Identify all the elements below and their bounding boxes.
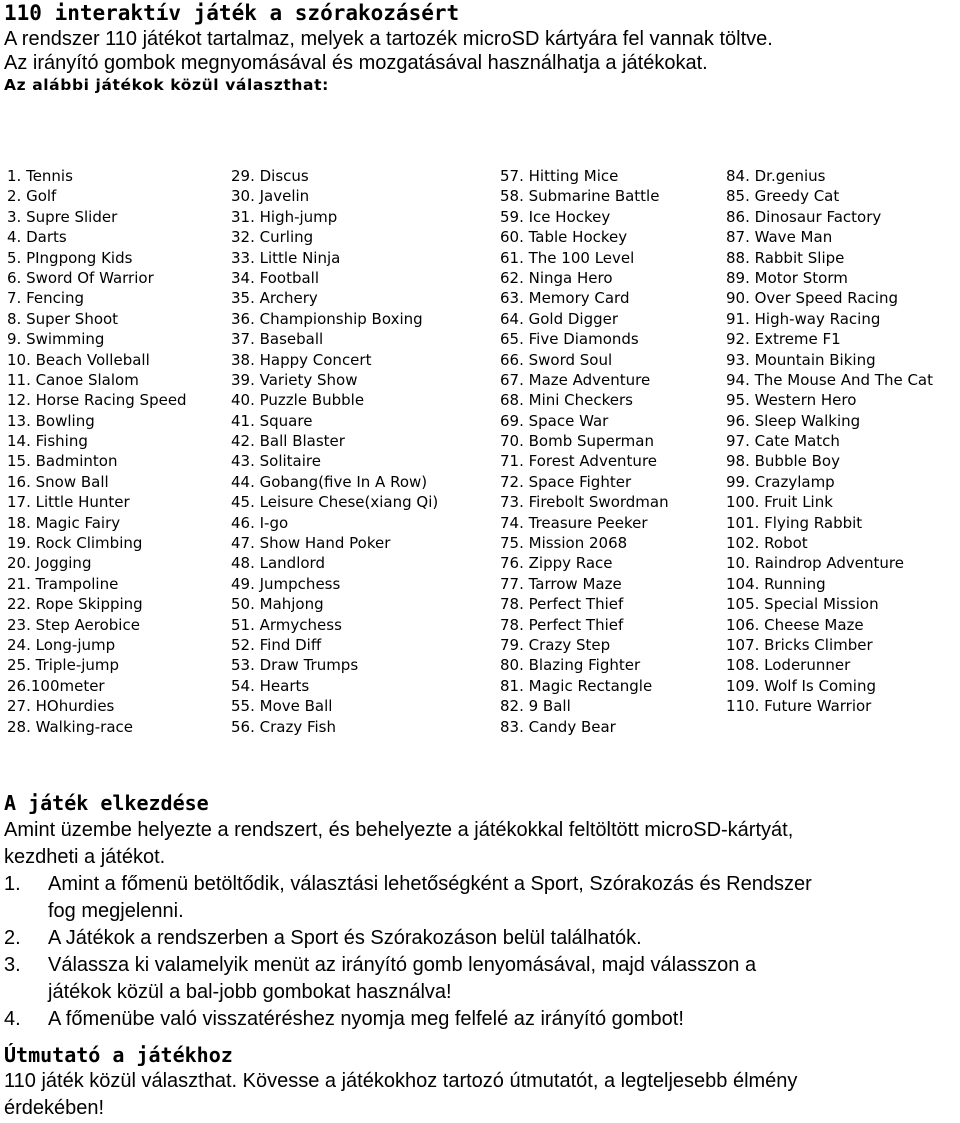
game-list-item: 98. Bubble Boy	[726, 452, 840, 471]
game-list-item: 46. I-go	[231, 513, 289, 532]
game-list-item: 41. Square	[231, 411, 313, 430]
guide-paragraph: 110 játék közül választhat. Kövesse a játékokhoz tartozó útmutatót, a legteljesebb élmény érdekében!	[4, 1070, 798, 1119]
game-list-item: 96. Sleep Walking	[726, 411, 861, 430]
game-list-item: 85. Greedy Cat	[726, 187, 840, 206]
game-list-item: 3. Supre Slider	[7, 207, 118, 226]
game-list-item: 105. Special Mission	[726, 595, 879, 614]
game-list-item: 20. Jogging	[7, 554, 92, 573]
game-list-item: 107. Bricks Climber	[726, 635, 873, 654]
game-list-item: 37. Baseball	[231, 330, 324, 349]
game-list-item: 4. Darts	[7, 228, 67, 247]
game-list-item: 64. Gold Digger	[500, 309, 619, 328]
game-list-item: 76. Zippy Race	[500, 554, 613, 573]
step-number: 1.	[4, 873, 21, 895]
game-list-item: 57. Hitting Mice	[500, 167, 619, 185]
game-list-item: 32. Curling	[231, 228, 314, 247]
game-list-item: 51. Armychess	[231, 615, 342, 634]
game-list-item: 49. Jumpchess	[231, 574, 341, 593]
game-list-item: 26.100meter	[7, 676, 105, 695]
start-paragraph: Amint üzembe helyezte a rendszert, és behelyezte a játékokkal feltöltött microSD-kártyát, kezdheti a játékot.	[4, 819, 794, 868]
game-list-column-2	[231, 166, 438, 737]
game-list-item: 40. Puzzle Bubble	[231, 391, 365, 410]
game-list-item: 19. Rock Climbing	[7, 534, 143, 553]
game-list-item: 66. Sword Soul	[500, 350, 613, 369]
game-list-item: 54. Hearts	[231, 676, 310, 695]
game-list-item: 77. Tarrow Maze	[500, 574, 622, 593]
game-list-item: 67. Maze Adventure	[500, 370, 651, 389]
game-list-item: 22. Rope Skipping	[7, 595, 143, 614]
game-list-item: 72. Space Fighter	[500, 472, 632, 491]
game-list-item: 95. Western Hero	[726, 391, 857, 410]
guide-heading: Útmutató a játékhoz	[4, 1043, 233, 1067]
game-list-item: 11. Canoe Slalom	[7, 370, 139, 389]
start-heading: A játék elkezdése	[4, 791, 209, 815]
game-list-item: 24. Long-jump	[7, 635, 116, 654]
game-list-item: 50. Mahjong	[231, 595, 324, 614]
game-list-item: 52. Find Diff	[231, 635, 322, 654]
game-list-item: 78. Perfect Thief	[500, 615, 624, 634]
step-text: A főmenübe való visszatéréshez nyomja meg felfelé az irányító gombot!	[48, 1008, 684, 1030]
game-list-item: 69. Space War	[500, 411, 609, 430]
game-list-item: 61. The 100 Level	[500, 248, 635, 267]
game-list-item: 42. Ball Blaster	[231, 432, 345, 451]
game-list-column-1	[7, 166, 187, 737]
game-list-item: 104. Running	[726, 574, 826, 593]
game-list-item: 92. Extreme F1	[726, 330, 841, 349]
game-list-item: 82. 9 Ball	[500, 697, 571, 716]
game-list-item: 87. Wave Man	[726, 228, 833, 247]
game-list-item: 94. The Mouse And The Cat	[726, 370, 933, 389]
game-list-item: 108. Loderunner	[726, 656, 851, 675]
step-text: Amint a főmenü betöltődik, választási lehetőségként a Sport, Szórakozás és Rendszer fog megjelenni.	[48, 873, 812, 922]
game-list-item: 23. Step Aerobice	[7, 615, 140, 634]
game-list-item: 93. Mountain Biking	[726, 350, 876, 369]
game-list-item: 21. Trampoline	[7, 574, 119, 593]
game-list-item: 35. Archery	[231, 289, 318, 308]
game-list-item: 13. Bowling	[7, 411, 95, 430]
game-list-item: 91. High-way Racing	[726, 309, 881, 328]
game-list-item: 70. Bomb Superman	[500, 432, 654, 451]
start-step	[4, 952, 824, 1006]
step-number: 4.	[4, 1008, 21, 1030]
step-number: 2.	[4, 927, 21, 949]
game-list-item: 10. Beach Volleball	[7, 350, 150, 369]
game-list-item: 8. Super Shoot	[7, 309, 119, 328]
game-list-item: 36. Championship Boxing	[231, 309, 423, 328]
game-list-item: 99. Crazylamp	[726, 472, 835, 491]
game-list-item: 53. Draw Trumps	[231, 656, 359, 675]
game-list-item: 89. Motor Storm	[726, 268, 848, 287]
game-list-item: 79. Crazy Step	[500, 635, 611, 654]
game-list-item: 88. Rabbit Slipe	[726, 248, 845, 267]
game-list-item: 29. Discus	[231, 167, 309, 185]
game-list-item: 59. Ice Hockey	[500, 207, 611, 226]
game-list-item: 17. Little Hunter	[7, 493, 130, 512]
game-list-item: 78. Perfect Thief	[500, 595, 624, 614]
start-step	[4, 925, 824, 952]
game-list-item: 38. Happy Concert	[231, 350, 372, 369]
game-list-item: 83. Candy Bear	[500, 717, 616, 736]
game-list-item: 63. Memory Card	[500, 289, 630, 308]
game-list-item: 71. Forest Adventure	[500, 452, 658, 471]
game-list-item: 25. Triple-jump	[7, 656, 120, 675]
game-list-item: 31. High-jump	[231, 207, 338, 226]
game-list-item: 80. Blazing Fighter	[500, 656, 641, 675]
game-list-item: 109. Wolf Is Coming	[726, 676, 876, 695]
start-step	[4, 1006, 824, 1033]
game-list-item: 97. Cate Match	[726, 432, 840, 451]
game-list-item: 45. Leisure Chese(xiang Qi)	[231, 493, 439, 512]
game-list-item: 10. Raindrop Adventure	[726, 554, 904, 573]
start-step	[4, 871, 824, 925]
game-list-item: 6. Sword Of Warrior	[7, 268, 154, 287]
game-list-item: 47. Show Hand Poker	[231, 534, 391, 553]
game-list-item: 100. Fruit Link	[726, 493, 833, 512]
game-list-item: 68. Mini Checkers	[500, 391, 633, 410]
game-list-item: 48. Landlord	[231, 554, 325, 573]
game-list-item: 62. Ninga Hero	[500, 268, 613, 287]
intro-line-1: A rendszer 110 játékot tartalmaz, melyek a tartozék microSD kártyára fel vannak töltve.	[4, 28, 773, 50]
game-list-item: 2. Golf	[7, 187, 57, 206]
game-list-item: 44. Gobang(five In A Row)	[231, 472, 428, 491]
game-list-item: 102. Robot	[726, 534, 808, 553]
game-list-item: 110. Future Warrior	[726, 697, 872, 716]
game-list-item: 75. Mission 2068	[500, 534, 628, 553]
game-list-column-3	[500, 166, 669, 737]
game-list-item: 90. Over Speed Racing	[726, 289, 898, 308]
game-list-item: 33. Little Ninja	[231, 248, 341, 267]
game-list-item: 14. Fishing	[7, 432, 88, 451]
game-list-item: 9. Swimming	[7, 330, 105, 349]
game-list-item: 12. Horse Racing Speed	[7, 391, 187, 410]
game-list-item: 86. Dinosaur Factory	[726, 207, 882, 226]
game-list-item: 39. Variety Show	[231, 370, 358, 389]
start-steps	[4, 871, 824, 1033]
game-list-item: 1. Tennis	[7, 167, 73, 185]
step-number: 3.	[4, 954, 21, 976]
game-list-item: 28. Walking-race	[7, 717, 133, 736]
intro-line-2: Az irányító gombok megnyomásával és mozgatásával használhatja a játékokat.	[4, 52, 708, 74]
game-list-item: 16. Snow Ball	[7, 472, 109, 491]
game-list-item: 34. Football	[231, 268, 320, 287]
game-list-item: 15. Badminton	[7, 452, 118, 471]
intro-line-3: Az alábbi játékok közül választhat:	[4, 76, 329, 94]
game-list-item: 84. Dr.genius	[726, 167, 826, 185]
game-list-column-4	[726, 166, 933, 717]
game-list-item: 18. Magic Fairy	[7, 513, 121, 532]
game-list-item: 65. Five Diamonds	[500, 330, 639, 349]
game-list-item: 106. Cheese Maze	[726, 615, 864, 634]
game-list-item: 27. HOhurdies	[7, 697, 115, 716]
game-list-item: 7. Fencing	[7, 289, 85, 308]
game-list-item: 73. Firebolt Swordman	[500, 493, 669, 512]
page-title: 110 interaktív játék a szórakozásért	[4, 1, 460, 25]
game-list-item: 56. Crazy Fish	[231, 717, 336, 736]
step-text: Válassza ki valamelyik menüt az irányító gomb lenyomásával, majd válasszon a játékok közül a bal-jobb gombokat használva!	[48, 954, 757, 1003]
step-text: A Játékok a rendszerben a Sport és Szórakozáson belül találhatók.	[48, 927, 642, 949]
game-list-item: 81. Magic Rectangle	[500, 676, 653, 695]
game-list-item: 30. Javelin	[231, 187, 310, 206]
game-list-item: 43. Solitaire	[231, 452, 321, 471]
game-list-item: 74. Treasure Peeker	[500, 513, 648, 532]
game-list-item: 55. Move Ball	[231, 697, 333, 716]
game-list-item: 5. PIngpong Kids	[7, 248, 133, 267]
game-list-item: 60. Table Hockey	[500, 228, 628, 247]
game-list-item: 58. Submarine Battle	[500, 187, 660, 206]
game-list-item: 101. Flying Rabbit	[726, 513, 863, 532]
